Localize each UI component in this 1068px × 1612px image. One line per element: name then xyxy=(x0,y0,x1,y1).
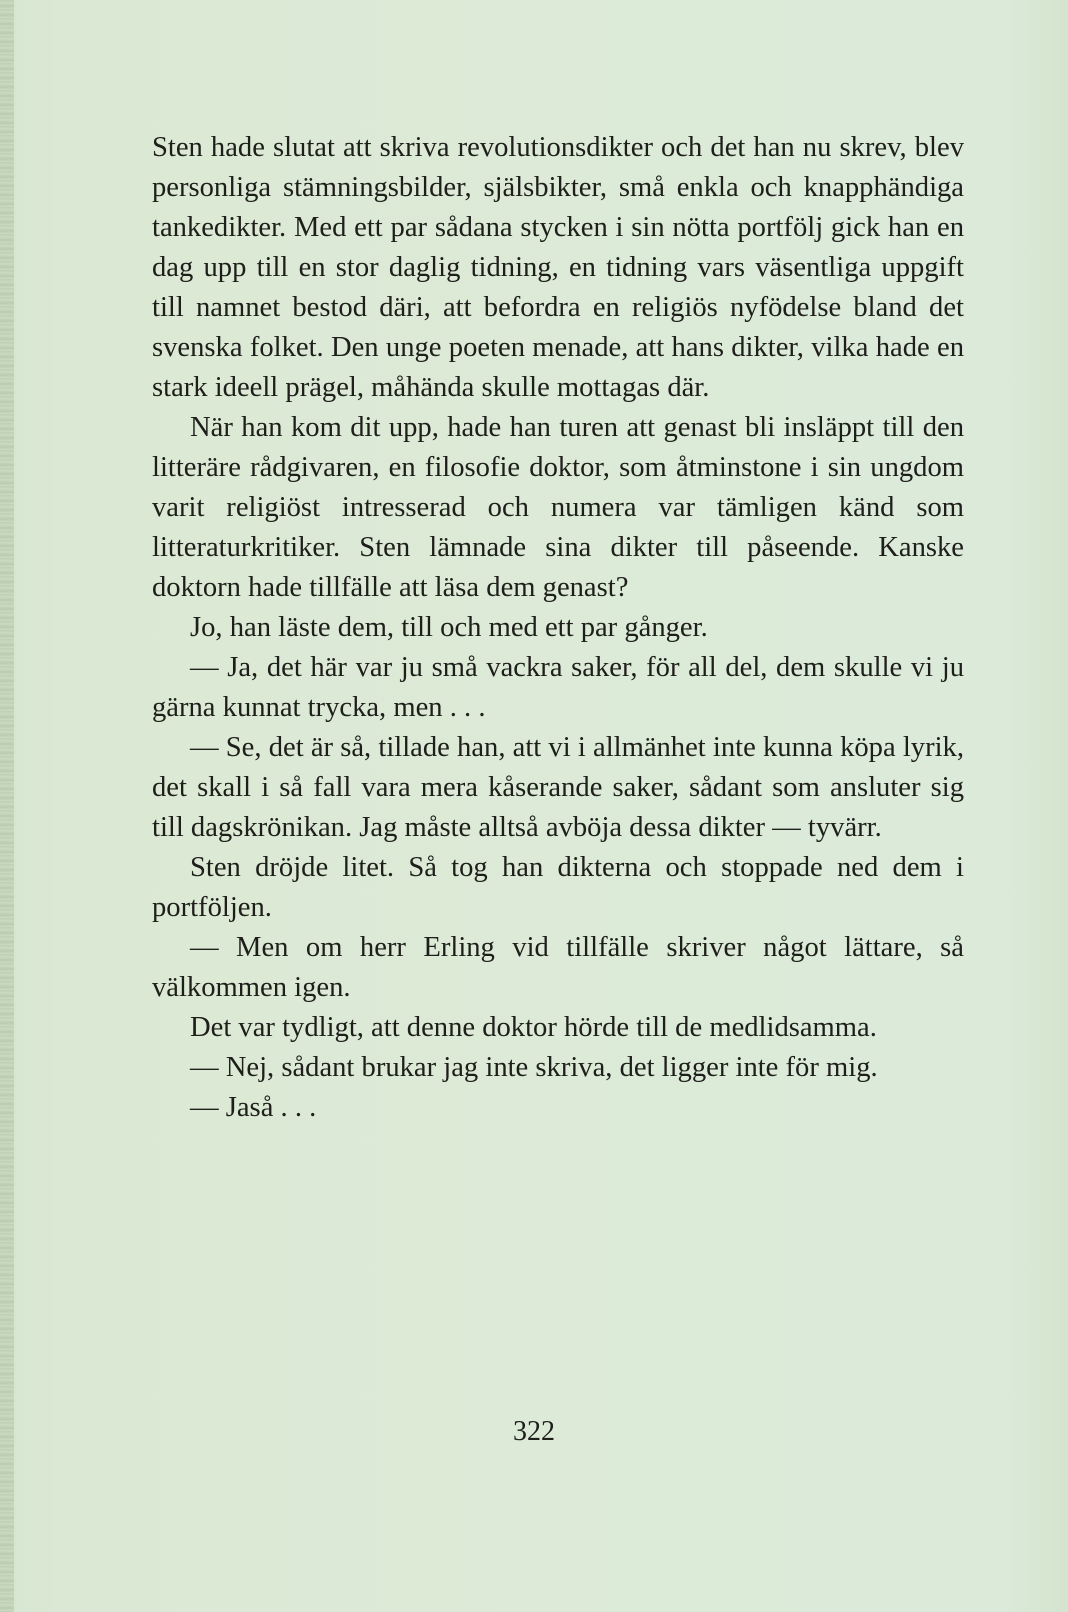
body-text xyxy=(152,128,964,1128)
paragraph-2: När han kom dit upp, hade han turen att genast bli insläppt till den litteräre rådgivaren, en filosofie doktor, som åtminstone i sin ungdom varit religiöst intresserad och numera var tämligen känd som litteraturkritiker. Sten lämnade sina dikter till påseende. Kanske doktorn hade tillfälle att läsa dem genast? xyxy=(152,412,964,603)
paragraph-6: Sten dröjde litet. Så tog han dikterna och stoppade ned dem i portföljen. xyxy=(152,852,964,923)
paragraph-8: Det var tydligt, att denne doktor hörde till de medlidsamma. xyxy=(190,1012,877,1043)
page-number: 322 xyxy=(513,1416,555,1447)
page-binding-edge xyxy=(0,0,14,1612)
paragraph-4: — Ja, det här var ju små vackra saker, för all del, dem skulle vi ju gärna kunnat trycka, men . . . xyxy=(152,652,964,723)
paragraph-1: Sten hade slutat att skriva revolutionsdikter och det han nu skrev, blev personliga stämningsbilder, själsbikter, små enkla och knapphändiga tankedikter. Med ett par sådana stycken i sin nötta portfölj gick han en dag upp till en stor daglig tidning, en tidning vars väsentliga uppgift till namnet bestod däri, att befordra en religiös nyfödelse bland det svenska folket. Den unge poeten menade, att hans dikter, vilka hade en stark ideell prägel, måhända skulle mottagas där. xyxy=(152,132,964,403)
paragraph-5: — Se, det är så, tillade han, att vi i allmänhet inte kunna köpa lyrik, det skall i så fall vara mera kåserande saker, sådant som ansluter sig till dagskrönikan. Jag måste alltså avböja dessa dikter — tyvärr. xyxy=(152,732,964,843)
paragraph-10: — Jaså . . . xyxy=(190,1092,317,1123)
paragraph-7: — Men om herr Erling vid tillfälle skriver något lättare, så välkommen igen. xyxy=(152,932,964,1003)
paragraph-3: Jo, han läste dem, till och med ett par gånger. xyxy=(190,612,708,643)
paragraph-9: — Nej, sådant brukar jag inte skriva, det ligger inte för mig. xyxy=(190,1052,878,1083)
